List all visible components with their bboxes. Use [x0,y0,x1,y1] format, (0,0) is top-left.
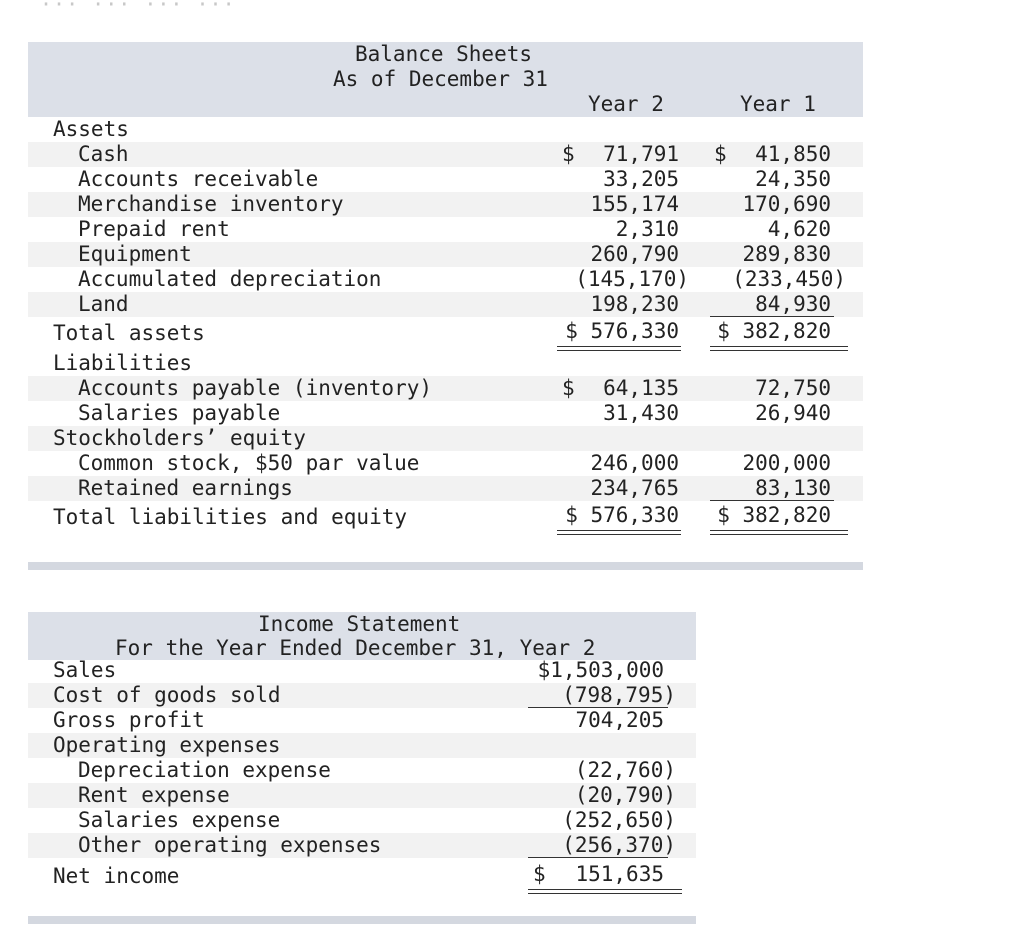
cell-year2: 31,430 [603,401,679,425]
dollar-sign: $ [562,376,575,400]
cell-year2: 33,205 [603,167,679,191]
dollar-sign: $ [714,142,727,166]
table-row-total-assets: Total assets $ 576,330 $ 382,820 [28,317,863,351]
balance-sheet-header [28,42,863,117]
cell-year1: 26,940 [755,401,831,425]
cell-value: (798,795) [562,683,676,707]
cell-year1: $ 382,820 [717,319,831,343]
section-header-stockholders-equity: Stockholders’ equity [28,426,863,451]
table-row-net-income: Net income $ 151,635 [28,858,696,894]
cell-value: (256,370) [562,833,676,857]
table-row-gross-profit: Gross profit 704,205 [53,708,664,732]
section-header-operating-expenses: Operating expenses [28,733,696,758]
table-row-cash: Cash $ 71,791 $ 41,850 [28,142,863,167]
table-row-equipment: Equipment 260,790 289,830 [28,242,863,267]
cell-year2: (145,170) [575,267,689,291]
table-row-accounts-payable: Accounts payable (inventory) $ 64,135 72,750 [28,376,863,401]
table-row-rent-expense: Rent expense (20,790) [28,783,696,808]
table-row-common-stock: Common stock, $50 par value 246,000 200,000 [78,451,831,475]
cell-year2: $ 576,330 [565,319,679,343]
double-underline [710,530,848,535]
section-header-liabilities: Liabilities [53,351,193,375]
balance-sheet-table [28,42,863,535]
table-row-prepaid-rent: Prepaid rent 2,310 4,620 [78,217,831,241]
cell-year2: 246,000 [590,451,679,475]
cell-year1: 170,690 [742,192,831,216]
top-cropped-text [0,0,1024,12]
dollar-sign: $ [562,142,575,166]
cell-year1: (233,450) [732,267,846,291]
cell-year2: $ 576,330 [565,503,679,527]
table-row-retained-earnings: Retained earnings 234,765 83,130 [28,476,863,501]
cell-year2: 2,310 [615,217,679,241]
cell-value: (20,790) [574,783,676,807]
table-row-total-liabilities-equity: Total liabilities and equity $ 576,330 $ 382,820 [28,501,863,535]
cell-year1: 24,350 [755,167,831,191]
income-statement-title: Income Statement [258,612,461,636]
cell-year1: 83,130 [755,476,831,500]
income-statement-table [28,612,696,894]
cell-year1: 72,750 [755,376,831,400]
cell-year1: 41,850 [755,142,831,166]
cell-year1: 289,830 [742,242,831,266]
table-row-salaries-expense: Salaries expense (252,650) [78,808,676,832]
cell-year2: 234,765 [590,476,679,500]
column-header-year1: Year 1 [740,92,816,116]
balance-sheet-title: Balance Sheets [355,42,533,66]
cell-year2: 155,174 [590,192,679,216]
income-statement-footer-bar [28,916,696,924]
cell-value: $1,503,000 [537,658,664,682]
table-row-depreciation-expense: Depreciation expense (22,760) [78,758,676,782]
cell-value: 704,205 [575,708,664,732]
income-statement-subtitle: For the Year Ended December 31, Year 2 [115,636,596,660]
cell-year2: 198,230 [590,292,679,316]
table-row-accounts-receivable: Accounts receivable 33,205 24,350 [78,167,831,191]
cell-value: (252,650) [562,808,676,832]
cell-year2: 260,790 [590,242,679,266]
table-row-merchandise-inventory: Merchandise inventory 155,174 170,690 [28,192,863,217]
cell-year1: 200,000 [742,451,831,475]
double-underline [528,889,682,894]
balance-sheet-footer-bar [28,562,863,570]
cell-year1: 84,930 [755,292,831,316]
cell-year2: 71,791 [603,142,679,166]
cell-value: 151,635 [575,862,664,886]
table-row-accumulated-depreciation: Accumulated depreciation (145,170) (233,450) [78,267,846,291]
balance-sheet-subtitle: As of December 31 [333,67,548,91]
dollar-sign: $ [533,862,546,886]
table-row-other-operating-expenses: Other operating expenses (256,370) [28,833,696,858]
cell-year2: 64,135 [603,376,679,400]
cropped-text-fragment: ··· ··· ··· ··· [40,0,236,12]
table-row-cost-of-goods-sold: Cost of goods sold (798,795) [28,683,696,708]
income-statement-header [28,612,696,660]
column-header-year2: Year 2 [588,92,664,116]
cell-value: (22,760) [574,758,676,782]
section-header-assets: Assets [53,117,129,141]
double-underline [557,530,681,535]
table-row-land: Land 198,230 84,930 [28,292,863,317]
cell-year1: 4,620 [767,217,831,241]
cell-year1: $ 382,820 [717,503,831,527]
table-row-salaries-payable: Salaries payable 31,430 26,940 [78,401,831,425]
table-row-sales: Sales $1,503,000 [53,658,664,682]
